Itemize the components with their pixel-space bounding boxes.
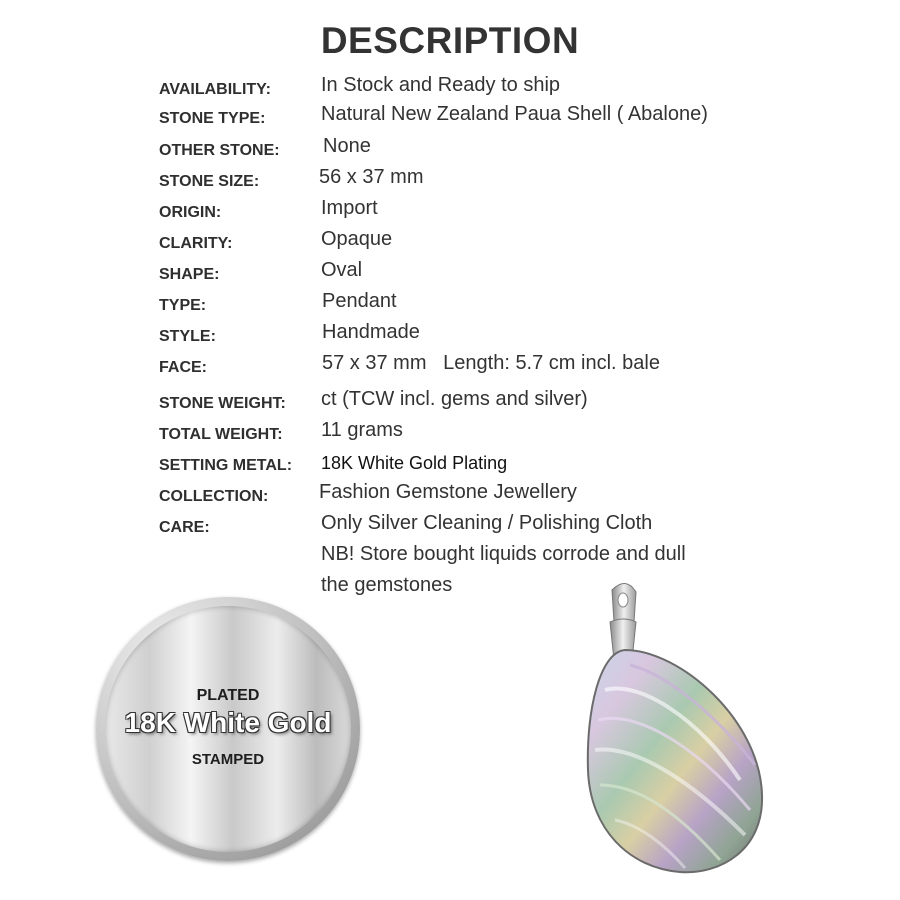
spec-value: 57 x 37 mm Length: 5.7 cm incl. bale [322, 352, 660, 374]
spec-label: ORIGIN: [159, 204, 222, 221]
spec-row-clarity [0, 228, 900, 258]
badge-metal-text: 18K White Gold [124, 707, 332, 738]
spec-row-type [0, 290, 900, 320]
spec-value: Natural New Zealand Paua Shell ( Abalone) [321, 103, 708, 125]
spec-value: Only Silver Cleaning / Polishing Cloth [321, 512, 653, 534]
spec-row-availability [0, 74, 900, 104]
spec-value: 18K White Gold Plating [321, 453, 508, 473]
badge-stamped-text: STAMPED [191, 751, 265, 768]
spec-row-collection [0, 481, 900, 511]
spec-value: Fashion Gemstone Jewellery [319, 481, 577, 503]
spec-label: TYPE: [159, 297, 207, 314]
spec-label: COLLECTION: [159, 488, 269, 505]
spec-value: Handmade [322, 321, 420, 343]
spec-value: Opaque [321, 228, 393, 250]
paua-shell-pendant-image [570, 580, 780, 880]
spec-row-other-stone [0, 135, 900, 165]
spec-row-stone-weight [0, 388, 900, 418]
spec-value: Pendant [322, 290, 397, 312]
spec-row-shape [0, 259, 900, 289]
spec-label: SETTING METAL: [159, 457, 293, 474]
spec-row-total-weight [0, 419, 900, 449]
spec-value: Import [321, 197, 378, 219]
spec-value: 11 grams [321, 419, 403, 441]
spec-label: STONE WEIGHT: [159, 395, 286, 412]
spec-value: In Stock and Ready to ship [321, 74, 561, 96]
spec-row-setting-metal [0, 450, 900, 480]
care-note-line-2: the gemstones [321, 574, 453, 596]
spec-value: 56 x 37 mm [319, 166, 424, 188]
page-title: DESCRIPTION [320, 20, 580, 61]
plated-gold-badge [96, 597, 360, 861]
pendant-shell [588, 650, 762, 872]
spec-label: STONE TYPE: [159, 110, 266, 127]
spec-label: SHAPE: [159, 266, 220, 283]
spec-label: AVAILABILITY: [159, 81, 271, 98]
spec-label: STYLE: [159, 328, 216, 345]
spec-label: OTHER STONE: [159, 142, 280, 159]
spec-label: CLARITY: [159, 235, 233, 252]
spec-row-style [0, 321, 900, 351]
spec-value: Oval [321, 259, 363, 281]
spec-label: FACE: [159, 359, 207, 376]
spec-label: TOTAL WEIGHT: [159, 426, 283, 443]
spec-label: STONE SIZE: [159, 173, 260, 190]
spec-row-care [0, 512, 900, 542]
care-note-line-1: NB! Store bought liquids corrode and dull [321, 543, 686, 565]
spec-value: ct (TCW incl. gems and silver) [321, 388, 588, 410]
spec-row-face [0, 352, 900, 382]
spec-row-stone-type [0, 103, 900, 133]
spec-row-stone-size [0, 166, 900, 196]
spec-label: CARE: [159, 519, 210, 536]
badge-plated-text: PLATED [196, 687, 260, 704]
spec-value: None [323, 135, 371, 157]
spec-row-origin [0, 197, 900, 227]
